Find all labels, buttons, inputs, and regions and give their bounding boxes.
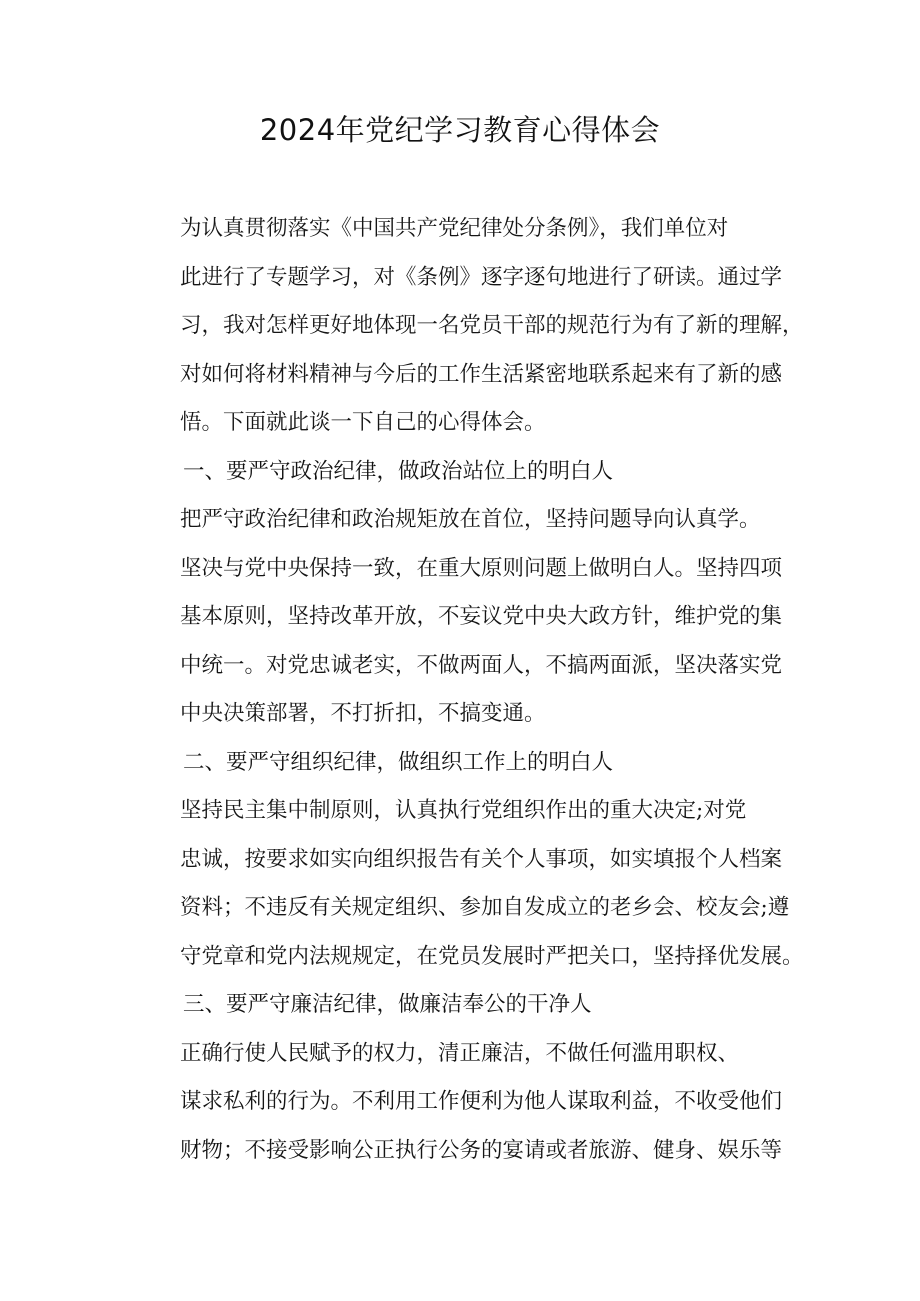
paragraph-line: 中央决策部署，不打折扣，不搞变通。 xyxy=(180,701,546,726)
integrity-discipline-paragraph xyxy=(136,1030,788,1176)
paragraph-line: 谋求私利的行为。不利用工作便利为他人谋取利益，不收受他们 xyxy=(180,1089,783,1114)
paragraph-line: 忠诚，按要求如实向组织报告有关个人事项，如实填报个人档案 xyxy=(180,846,783,872)
political-discipline-paragraph xyxy=(136,496,788,739)
paragraph-line: 基本原则，坚持改革开放，不妄议党中央大政方针，维护党的集 xyxy=(180,604,783,629)
paragraph-line: 守党章和党内法规规定，在党员发展时严把关口，坚持择优发展。 xyxy=(180,943,804,969)
document-title: 2024年党纪学习教育心得体会 xyxy=(259,113,661,147)
paragraph-line: 正确行使人民赋予的权力，清正廉洁，不做任何滥用职权、 xyxy=(180,1040,740,1066)
paragraph-line: 为认真贯彻落实《中国共产党纪律处分条例》，我们单位对 xyxy=(180,216,729,241)
paragraph-line: 坚持民主集中制原则，认真执行党组织作出的重大决定;对党 xyxy=(180,798,747,823)
section-heading-integrity: 三、要严守廉洁纪律，做廉洁奉公的干净人 xyxy=(183,992,592,1017)
paragraph-line: 悟。下面就此谈一下自己的心得体会。 xyxy=(180,410,546,435)
document-body xyxy=(136,205,804,1175)
paragraph-line: 此进行了专题学习，对《条例》逐字逐句地进行了研读。通过学 xyxy=(180,264,783,290)
section-heading-political: 一、要严守政治纪律，做政治站位上的明白人 xyxy=(183,458,614,484)
paragraph-line: 习，我对怎样更好地体现一名党员干部的规范行为有了新的理解， xyxy=(180,313,804,338)
paragraph-line: 把严守政治纪律和政治规矩放在首位，坚持问题导向认真学。 xyxy=(180,507,761,532)
paragraph-line: 资料；不违反有关规定组织、参加自发成立的老乡会、校友会;遵 xyxy=(180,895,790,920)
organizational-discipline-paragraph xyxy=(136,787,804,981)
paragraph-line: 坚决与党中央保持一致，在重大原则问题上做明白人。坚持四项 xyxy=(180,555,783,581)
paragraph-line: 对如何将材料精神与今后的工作生活紧密地联系起来有了新的感 xyxy=(180,361,783,387)
paragraph-line: 中统一。对党忠诚老实，不做两面人，不搞两面派，坚决落实党 xyxy=(180,652,783,678)
paragraph-line: 财物；不接受影响公正执行公务的宴请或者旅游、健身、娱乐等 xyxy=(180,1137,783,1163)
intro-paragraph xyxy=(136,205,804,448)
section-heading-organizational: 二、要严守组织纪律，做组织工作上的明白人 xyxy=(183,749,614,775)
